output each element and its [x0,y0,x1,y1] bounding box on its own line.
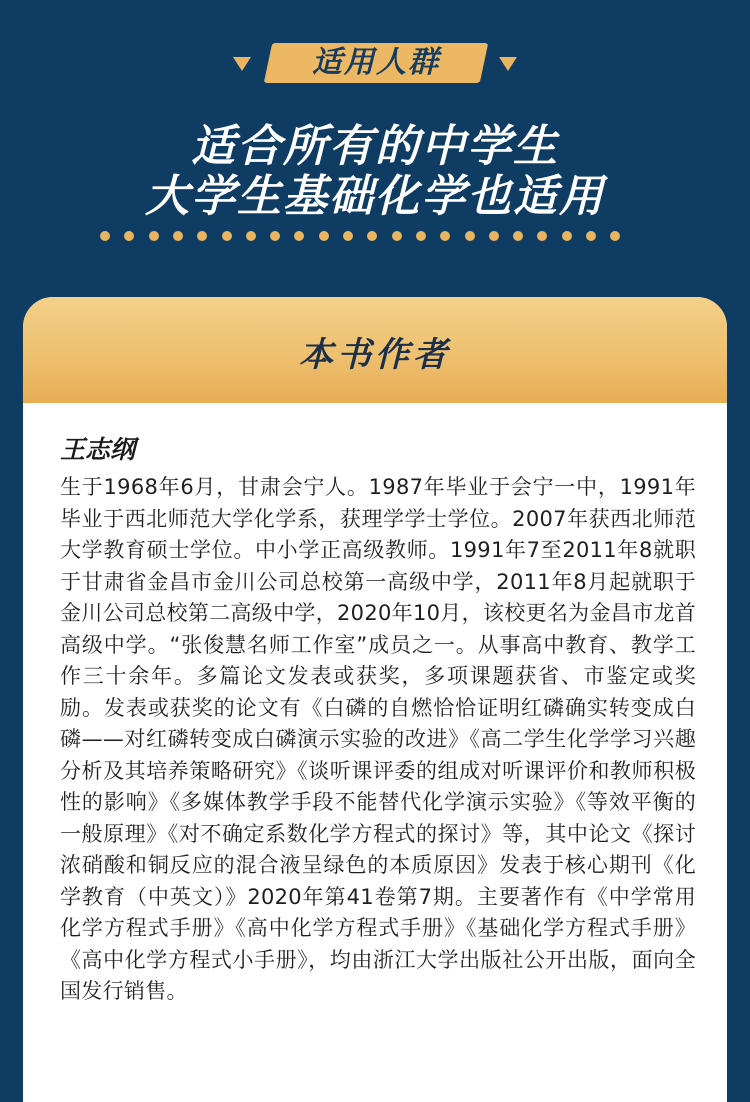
divider-dot [537,231,547,241]
divider-dot [100,231,110,241]
divider-dot [562,231,572,241]
triangle-down-icon [499,57,517,71]
author-bio: 生于1968年6月，甘肃会宁人。1987年毕业于会宁一中，1991年毕业于西北师范大学化学系，获理学学士学位。2007年获西北师范大学教育硕士学位。中小学正高级教师。1991年7至2011年8就职于甘肃省金昌市金川公司总校第一高级中学，2011年8月起就职于金川公司总校第二高级中学，2020年10月，该校更名为金昌市龙首高级中学。“张俊慧名师工作室”成员之一。从事高中教育、教学工作三十余年。多篇论文发表或获奖，多项课题获省、市鉴定或奖励。发表或获奖的论文有《白磷的自燃恰恰证明红磷确实转变成白磷——对红磷转变成白磷演示实验的改进》《高二学生化学学习兴趣分析及其培养策略研究》《谈听课评委的组成对听课评价和教师积极性的影响》《多媒体教学手段不能替代化学演示实验》《等效平衡的一般原理》《对不确定系数化学方程式的探讨》等，其中论文《探讨浓硝酸和铜反应的混合液呈绿色的本质原因》发表于核心期刊《化学教育（中英文）》2020年第41卷第7期。主要著作有《中学常用化学方程式手册》《高中化学方程式手册》《基础化学方程式手册》《高中化学方程式小手册》，均由浙江大学出版社公开出版，面向全国发行销售。 [60,475,696,1003]
author-card-header [23,297,727,403]
author-card [23,297,727,1102]
divider-dot [465,231,475,241]
divider-dot [586,231,596,241]
section-badge-row [0,43,750,85]
divider-dot [610,231,620,241]
divider-dot [416,231,426,241]
divider-dot [319,231,329,241]
dot-divider [100,231,650,243]
divider-dot [124,231,134,241]
author-name: 王志纲 [60,435,136,464]
section-badge-label: 适用人群 [312,45,440,80]
divider-dot [440,231,450,241]
divider-dot [489,231,499,241]
divider-dot [513,231,523,241]
divider-dot [343,231,353,241]
author-card-title: 本书作者 [299,335,451,375]
headline-line-2: 大学生基础化学也适用 [145,171,605,222]
divider-dot [392,231,402,241]
divider-dot [173,231,183,241]
divider-dot [367,231,377,241]
divider-dot [149,231,159,241]
divider-dot [270,231,280,241]
divider-dot [197,231,207,241]
divider-dot [222,231,232,241]
divider-dot [246,231,256,241]
divider-dot [294,231,304,241]
headline [0,122,750,222]
triangle-down-icon [233,57,251,71]
headline-line-1: 适合所有的中学生 [191,121,559,172]
